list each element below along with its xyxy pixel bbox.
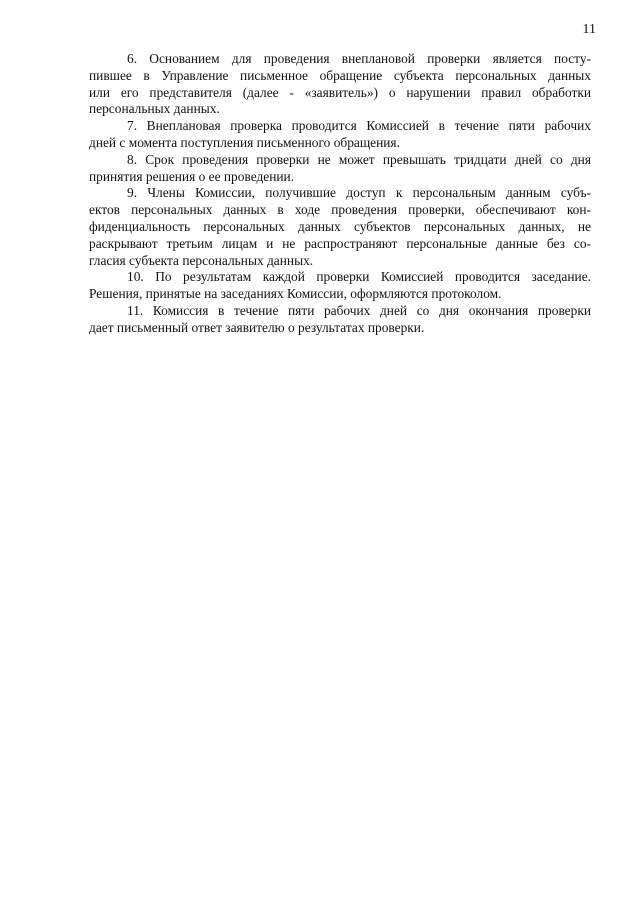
text-line: Решения, принятые на заседаниях Комиссии, оформляются протоколом. xyxy=(89,286,502,302)
paragraph-6 xyxy=(89,51,591,118)
text-line: или его представителя (далее - «заявитель») о нарушении правил обработки xyxy=(89,84,591,100)
text-line: принятия решения о ее проведении. xyxy=(89,168,295,184)
text-line: дает письменный ответ заявителю о результатах проверки. xyxy=(89,319,425,335)
text-line: гласия субъекта персональных данных. xyxy=(89,252,314,268)
text-line: 8. Срок проведения проверки не может превышать тридцати дней со дня xyxy=(127,151,591,167)
text-line: раскрывают третьим лицам и не распространяют персональные данные без со- xyxy=(89,235,591,251)
paragraph-7 xyxy=(89,118,591,152)
text-line: 6. Основанием для проведения внеплановой проверки является посту- xyxy=(127,51,591,66)
text-line: дней с момента поступления письменного обращения. xyxy=(89,134,400,150)
text-line: фиденциальность персональных данных субъектов персональных данных, не xyxy=(89,218,591,234)
text-line: ектов персональных данных в ходе проведения проверки, обеспечивают кон- xyxy=(89,202,591,218)
paragraph-10 xyxy=(89,269,591,303)
page-number: 11 xyxy=(582,22,596,37)
text-line: 9. Члены Комиссии, получившие доступ к персональным данным субъ- xyxy=(127,185,591,201)
document-body xyxy=(89,51,591,337)
text-line: 10. По результатам каждой проверки Комиссией проводится заседание. xyxy=(127,269,591,285)
text-line: персональных данных. xyxy=(89,101,220,117)
paragraph-8 xyxy=(89,152,591,186)
text-line: 11. Комиссия в течение пяти рабочих дней со дня окончания проверки xyxy=(127,302,591,318)
text-line: 7. Внеплановая проверка проводится Комиссией в течение пяти рабочих xyxy=(127,118,591,134)
paragraph-11 xyxy=(89,303,591,337)
text-line: пившее в Управление письменное обращение субъекта персональных данных xyxy=(89,67,591,83)
paragraph-9 xyxy=(89,185,591,269)
